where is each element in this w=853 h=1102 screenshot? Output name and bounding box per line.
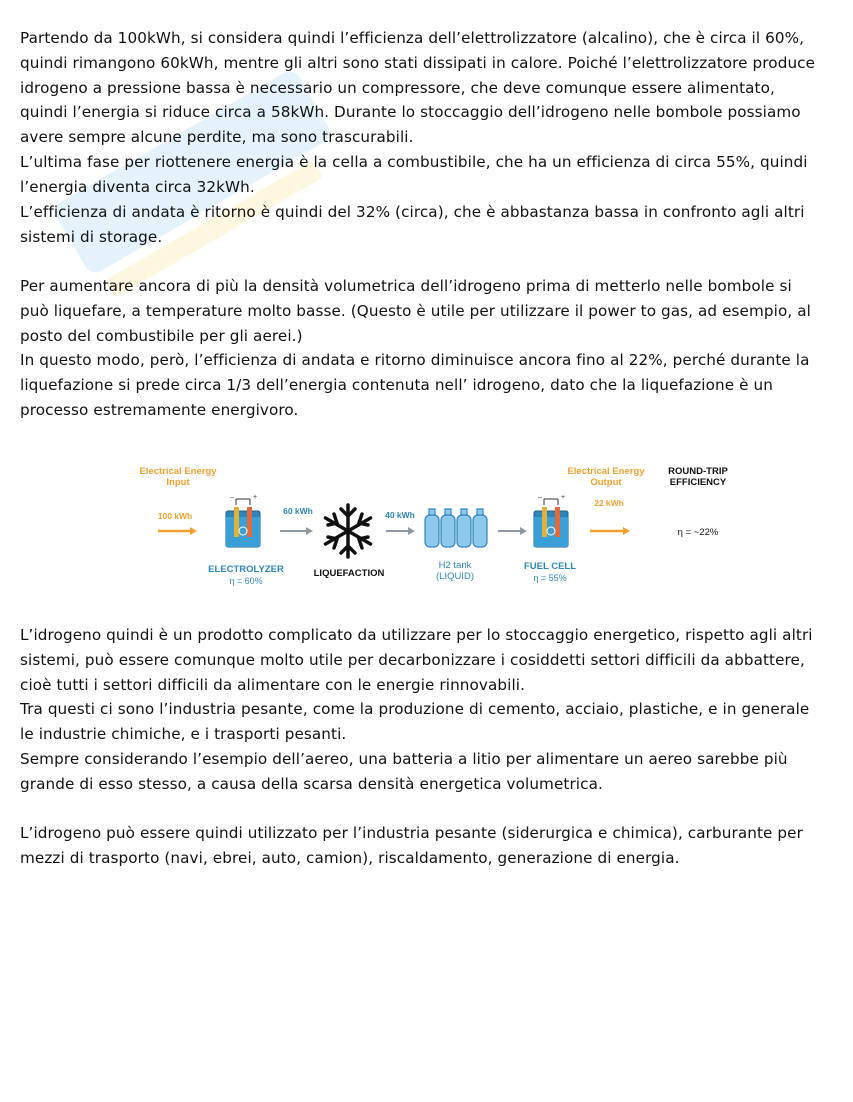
fuel-cell-efficiency: η = 55% <box>533 573 567 583</box>
paragraph-6: L’idrogeno quindi è un prodotto complicato da utilizzare per lo stoccaggio energetico, rispetto agli altri sistemi, può essere comunque molto utile per decarbonizzare i cosiddetti settori difficili da abbattere, cioè tutti i settori difficili da alimentare con le energie rinnovabili. <box>20 626 813 694</box>
paragraph-8: Sempre considerando l’esempio dell’aereo, una batteria a litio per alimentare un aereo sarebbe più grande di esso stesso, a causa della scarsa densità energetica volumetrica. <box>20 750 788 793</box>
output-label: Electrical Energy Output <box>567 466 645 488</box>
paragraph-1: Partendo da 100kWh, si considera quindi l’efficienza dell’elettrolizzatore (alcalino), che è circa il 60%, quindi rimangono 60kWh, mentre gli altri sono stati dissipati in calore. Poiché l’elettrolizzatore produce idrogeno a pressione bassa è necessario un compressore, che deve comunque essere alimentato, quindi l’energia si riduce circa a 58kWh. Durante lo stoccaggio dell’idrogeno nelle bombole possiamo avere sempre alcune perdite, ma sono trascurabili. <box>20 29 816 147</box>
input-arrow-icon <box>158 527 197 535</box>
svg-text:+: + <box>253 494 258 501</box>
paragraph-4: Per aumentare ancora di più la densità volumetrica dell’idrogeno prima di metterlo nelle bombole si può liquefare, a temperature molto basse. (Questo è utile per utilizzare il power to gas, ad esempio, al posto del combustibile per gli aerei.) <box>20 277 811 345</box>
round-trip-value: η = ~22% <box>677 527 719 538</box>
liquefaction-label: LIQUEFACTION <box>313 568 385 579</box>
round-trip-efficiency-diagram <box>120 455 760 605</box>
svg-text:–: – <box>230 494 234 501</box>
electrolyzer-icon <box>226 494 260 547</box>
arrow-right-icon <box>386 527 415 535</box>
paragraph-2: L’ultima fase per riottenere energia è la cella a combustibile, che ha un efficienza di circa 55%, quindi l’energia diventa circa 32kWh. <box>20 153 808 196</box>
svg-text:+: + <box>561 494 566 501</box>
arrow-right-icon <box>280 527 313 535</box>
input-value: 100 kWh <box>157 511 193 521</box>
energy-after-liquefaction: 40 kWh <box>385 510 415 520</box>
paragraph-9: L’idrogeno può essere quindi utilizzato per l’industria pesante (siderurgica e chimica), carburante per mezzi di trasporto (navi, ebrei, auto, camion), riscaldamento, generazione di energia. <box>20 824 803 867</box>
output-arrow-icon <box>590 527 630 535</box>
h2-tank-icon <box>425 509 487 547</box>
electrolyzer-efficiency: η = 60% <box>229 576 263 586</box>
round-trip-label: ROUND-TRIP EFFICIENCY <box>668 466 728 488</box>
paragraph-7: Tra questi ci sono l’industria pesante, come la produzione di cemento, acciaio, plastiche, e in generale le industrie chimiche, e i trasporti pesanti. <box>20 700 810 743</box>
paragraph-3: L’efficienza di andata è ritorno è quindi del 32% (circa), che è abbastanza bassa in confronto agli altri sistemi di storage. <box>20 203 805 246</box>
arrow-right-icon <box>498 527 527 535</box>
energy-after-electrolyzer: 60 kWh <box>283 506 313 516</box>
svg-text:–: – <box>538 494 542 501</box>
fuel-cell-icon <box>534 494 568 547</box>
fuel-cell-label: FUEL CELL <box>523 561 577 572</box>
input-label: Electrical Energy Input <box>139 466 217 488</box>
paragraph-5: In questo modo, però, l’efficienza di andata e ritorno diminuisce ancora fino al 22%, perché durante la liquefazione si prede circa 1/3 dell’energia contenuta nell’ idrogeno, dato che la liquefazione è un processo estremamente energivoro. <box>20 351 810 419</box>
h2-tank-label: H2 tank (LIQUID) <box>436 560 474 582</box>
output-value: 22 kWh <box>594 498 624 508</box>
snowflake-icon <box>326 505 371 557</box>
electrolyzer-label: ELECTROLYZER <box>208 564 284 575</box>
